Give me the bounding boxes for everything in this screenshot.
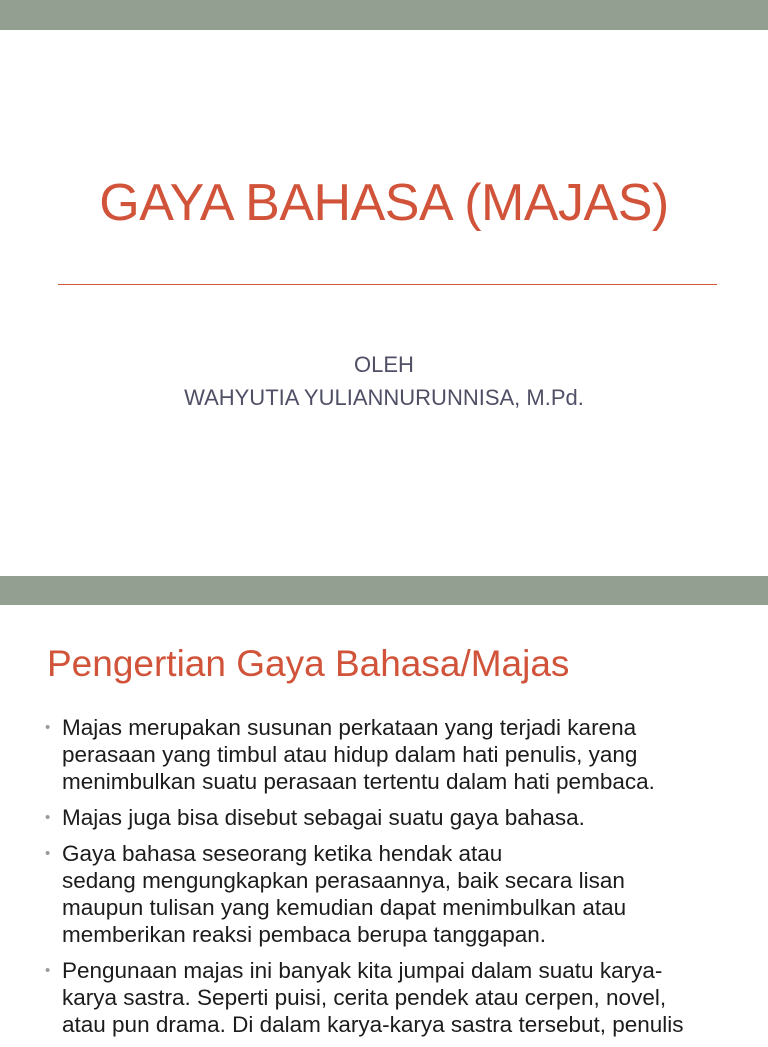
subtitle-line-author: WAHYUTIA YULIANNURUNNISA, M.Pd. xyxy=(184,385,584,410)
bullet-marker: • xyxy=(45,845,51,862)
slide1-subtitle xyxy=(0,348,768,414)
bullet-text-line: Gaya bahasa seseorang ketika hendak atau xyxy=(62,841,503,866)
slide2-title: Pengertian Gaya Bahasa/Majas xyxy=(47,643,570,684)
bullet-item xyxy=(44,804,734,831)
bullet-text-line: Pengunaan majas ini banyak kita jumpai dalam suatu karya- xyxy=(62,958,663,983)
bullet-text-line: Majas juga bisa disebut sebagai suatu gaya bahasa. xyxy=(62,805,585,830)
bullet-text-line: atau pun drama. Di dalam karya-karya sastra tersebut, penulis xyxy=(62,1012,684,1037)
slide2-top-band xyxy=(0,576,768,605)
bullet-text-line: sedang mengungkapkan perasaannya, baik secara lisan xyxy=(62,868,625,893)
bullet-text-line: karya sastra. Seperti puisi, cerita pendek atau cerpen, novel, xyxy=(62,985,667,1010)
title-divider xyxy=(58,284,717,285)
slide1-top-band xyxy=(0,0,768,30)
bullet-text-line: memberikan reaksi pembaca berupa tanggapan. xyxy=(62,922,547,947)
slide1-title: GAYA BAHASA (MAJAS) xyxy=(99,174,669,232)
bullet-list xyxy=(44,714,734,1047)
subtitle-line-by: OLEH xyxy=(354,352,414,377)
bullet-text-line: maupun tulisan yang kemudian dapat menimbulkan atau xyxy=(62,895,627,920)
bullet-text-line: Majas merupakan susunan perkataan yang terjadi karena xyxy=(62,715,637,740)
bullet-marker: • xyxy=(45,809,51,826)
bullet-item xyxy=(44,840,734,948)
bullet-item xyxy=(44,714,734,795)
bullet-text-line: menimbulkan suatu perasaan tertentu dalam hati pembaca. xyxy=(62,769,655,794)
bullet-item xyxy=(44,957,734,1038)
bullet-marker: • xyxy=(45,962,51,979)
bullet-text-line: perasaan yang timbul atau hidup dalam hati penulis, yang xyxy=(62,742,638,767)
bullet-marker: • xyxy=(45,719,51,736)
